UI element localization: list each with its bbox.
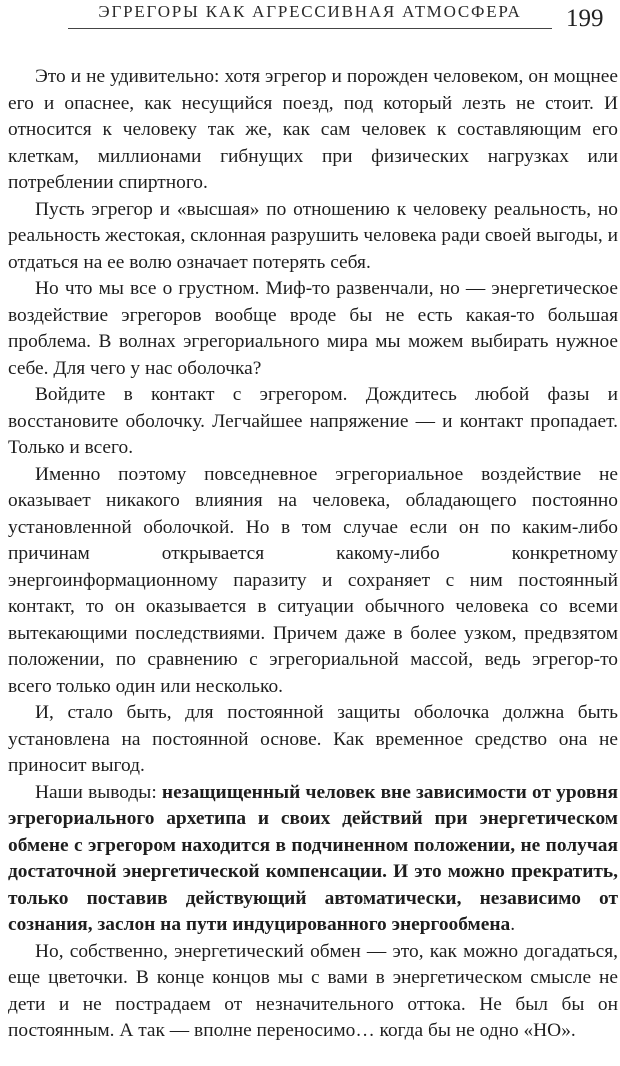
paragraph: Это и не удивительно: хотя эгрегор и порожден человеком, он мощнее его и опаснее, как несущийся поезд, под который лезть не стоит. И относится к человеку так же, как сам человек к составляющим его клеткам, миллионами гибнущих при физических нагрузках или потреблении спиртного. [8, 66, 618, 193]
page-number: 199 [566, 5, 604, 32]
header-rule [68, 28, 552, 29]
conclusion-bold-text: незащищенный человек вне зависимости от уровня эгрегориального архетипа и своих действий при энергетическом обмене с эгрегором находится в подчиненном положении, не получая достаточной энергетической компенсации. И это можно прекратить, только поставив действующий автоматически, независимо от сознания, заслон на пути индуцированного энергообмена [8, 781, 618, 935]
running-title: ЭГРЕГОРЫ КАК АГРЕССИВНАЯ АТМОСФЕРА [98, 2, 522, 21]
paragraph: И, стало быть, для постоянной защиты оболочка должна быть установлена на постоянной основе. Как временное средство она не приносит выгод. [8, 702, 618, 776]
paragraph: Но, собственно, энергетический обмен — это, как можно догадаться, еще цветочки. В конце концов мы с вами в энергетическом смысле не дети и не пострадаем от незначительного оттока. Не был бы он постоянным. А так — вполне переносимо… когда бы не одно «НО». [8, 940, 618, 1041]
paragraph: Но что мы все о грустном. Миф-то развенчали, но — энергетическое воздействие эгрегоров вообще вроде бы не есть какая-то большая проблема. В волнах эгрегориального мира мы можем выбирать нужное себе. Для чего у нас оболочка? [8, 278, 618, 379]
conclusion-paragraph [8, 780, 618, 939]
paragraph: Пусть эгрегор и «высшая» по отношению к человеку реальность, но реальность жестокая, склонная разрушить человека ради своей выгоды, и отдаться на ее волю означает потерять себя. [8, 198, 618, 273]
paragraph: Войдите в контакт с эгрегором. Дождитесь любой фазы и восстановите оболочку. Легчайшее напряжение — и контакт пропадает. Только и всего. [8, 384, 618, 458]
conclusion-tail: . [510, 914, 516, 935]
paragraph: Именно поэтому повседневное эгрегориальное воздействие не оказывает никакого влияния на человека, обладающего постоянно установленной оболочкой. Но в том случае если он по каким-либо причинам открывается какому-либо конкретному энергоинформационному паразиту и сохраняет с ним постоянный контакт, то он оказывается в ситуации обычного человека со всеми вытекающими последствиями. Причем даже в более узком, предвзятом положении, по сравнению с эгрегориальной массой, ведь эгрегор-то всего только один или несколько. [8, 463, 618, 697]
body-text [8, 64, 618, 1045]
conclusion-lead: Наши выводы: [35, 781, 162, 803]
